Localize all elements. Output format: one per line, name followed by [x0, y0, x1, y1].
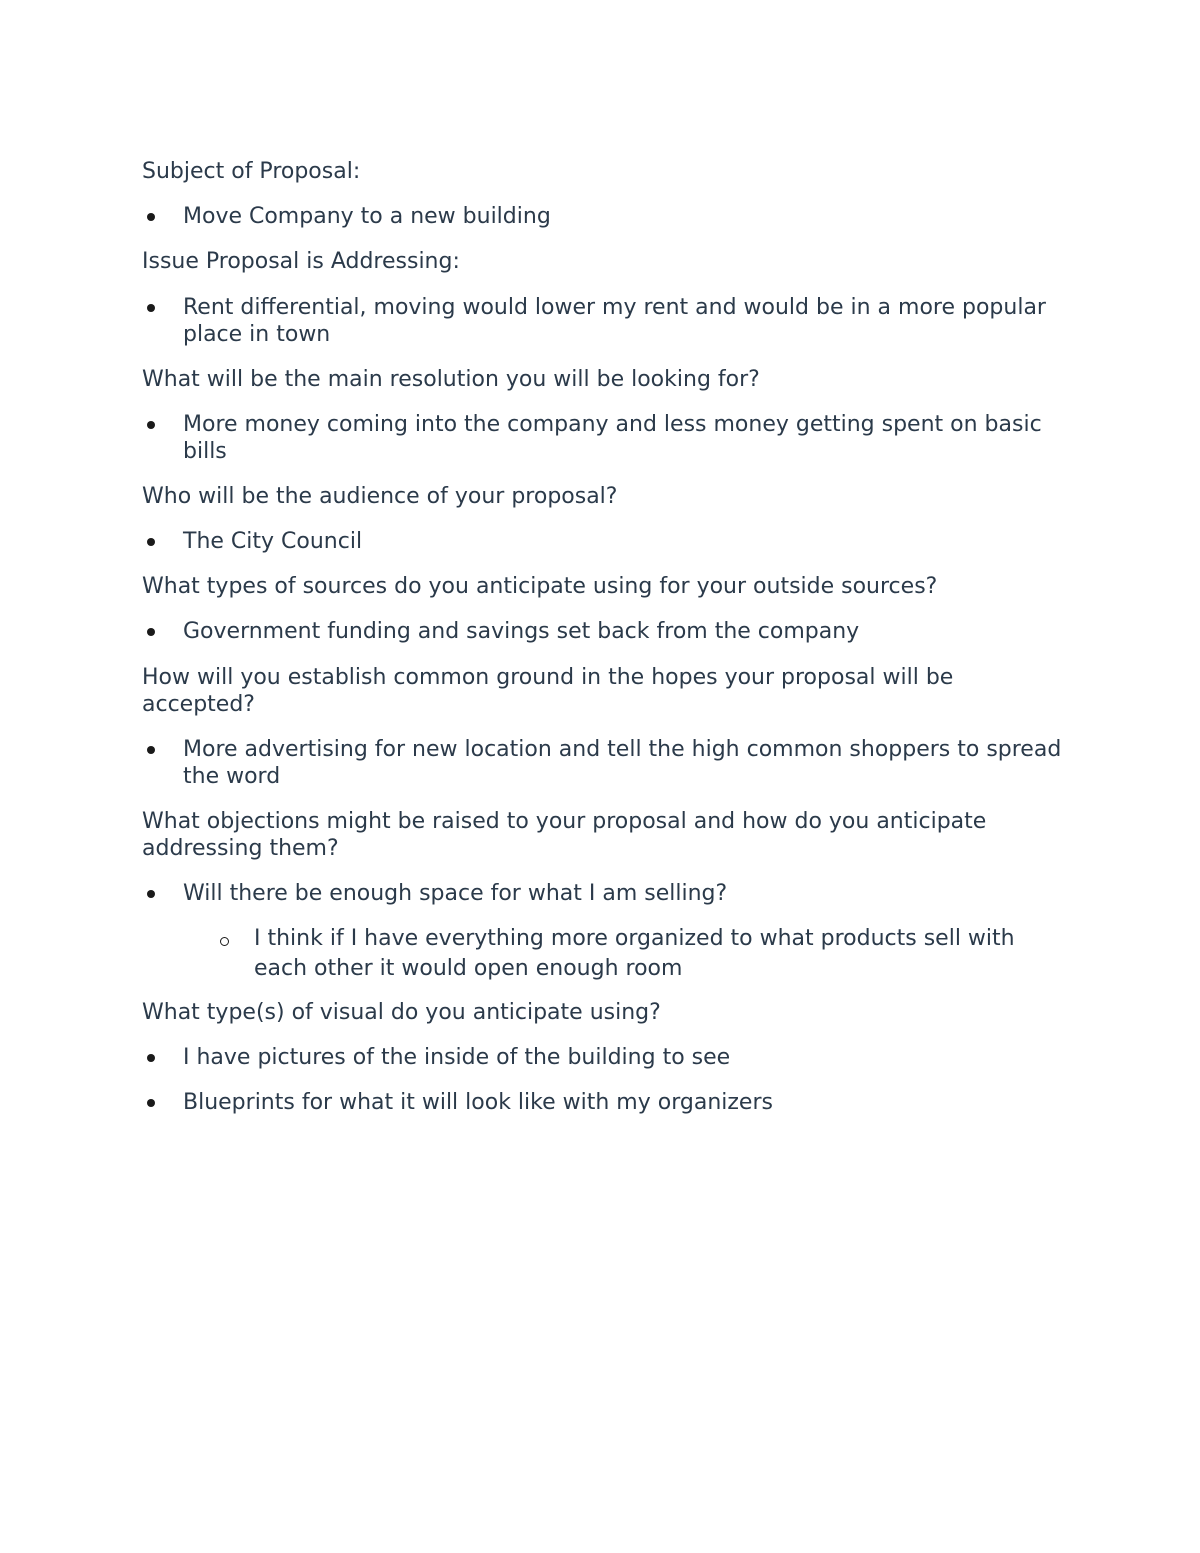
question-resolution: What will be the main resolution you will be looking for? [142, 367, 760, 392]
question-common-ground: How will you establish common ground in the hopes your proposal will be accepted? [142, 665, 954, 717]
question-sources: What types of sources do you anticipate using for your outside sources? [142, 574, 938, 599]
answer-bullet: The City Council [183, 528, 1063, 555]
answer-bullet: Government funding and savings set back from the company [183, 618, 1063, 645]
answer-bullet: Blueprints for what it will look like with my organizers [183, 1089, 1063, 1116]
question-visuals: What type(s) of visual do you anticipate using? [142, 1000, 661, 1025]
sub-answer-bullet: I think if I have everything more organized to what products sell with each other it would open enough room [254, 924, 1034, 984]
question-audience: Who will be the audience of your proposal? [142, 484, 618, 509]
answer-bullet: More money coming into the company and less money getting spent on basic bills [183, 411, 1063, 465]
answer-bullet: I have pictures of the inside of the building to see [183, 1044, 1063, 1071]
question-objections: What objections might be raised to your proposal and how do you anticipate addressing them? [142, 809, 987, 861]
question-issue: Issue Proposal is Addressing: [142, 249, 460, 274]
answer-bullet: More advertising for new location and tell the high common shoppers to spread the word [183, 737, 1062, 789]
answer-bullet: Move Company to a new building [183, 203, 1063, 230]
answer-bullet: Rent differential, moving would lower my rent and would be in a more popular place in town [183, 294, 1063, 348]
answer-bullet: Will there be enough space for what I am selling? [183, 880, 1063, 907]
question-subject: Subject of Proposal: [142, 159, 361, 184]
